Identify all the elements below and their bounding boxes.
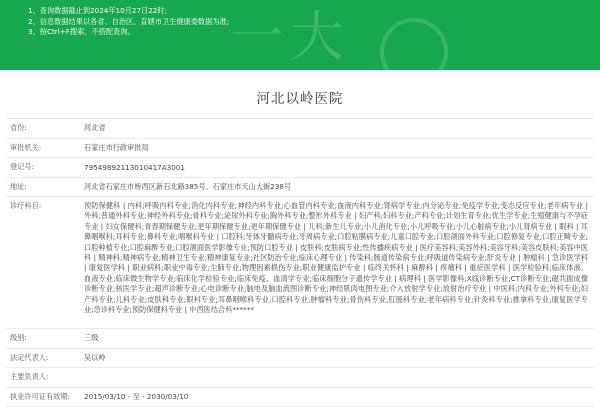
field-value: 79549892113010417A3001 xyxy=(84,163,594,172)
field-value: 河北省石家庄市桥西区新石北路385号、石家庄市天山大街238号 xyxy=(84,182,594,192)
field-value: 河北省 xyxy=(84,123,594,133)
field-value: 石家庄市行政审批局 xyxy=(84,143,594,153)
field-label: 地址: xyxy=(6,182,84,192)
page-header xyxy=(6,76,594,119)
page-title: 河北以岭医院 xyxy=(257,87,344,107)
field-label: 诊疗科目: xyxy=(6,201,84,211)
field-value: 2015/03/10 - 至 - 2030/03/10 xyxy=(84,392,594,402)
field-row-province xyxy=(6,119,594,139)
field-row-approval-authority xyxy=(6,139,594,159)
notice-line-3: 3、按Ctrl+F搜索、不搭配查询。 xyxy=(28,27,600,38)
field-label: 执业许可证有效期: xyxy=(6,392,84,402)
field-label: 级别: xyxy=(6,333,84,343)
field-value: 预防保健科 | 内科;呼吸内科专业;消化内科专业;神经内科专业;心血管内科专业;血液内科专业;肾病学专业;内分泌专业;免疫学专业;变态反应专业;老年病专业 | 外科;普通外科专业;神经外科专业;骨科专业;泌尿外科专业;胸外科专业;整形外科专业 | 妇产科;妇科专业;产科专业;计划生育专业;优生学专业;生殖健康与不孕症专业 | 妇女保健科;青春期保健专业;更年期保健专业;更年期保健专业 | 儿科;新生儿专业;小儿消化专业;小儿呼吸专业;小儿心脏病专业;小儿肾病专业 | 眼科 | 耳鼻咽喉科;耳科专业;鼻科专业;咽喉科专业 | 口腔科;牙体牙髓病专业;牙周病专业;口腔粘膜病专业;儿童口腔专业;口腔颌面外科专业;口腔修复专业;口腔正畸专业;口腔种植专业;口腔麻醉专业;口腔颌面医学影像专业;预防口腔专业 | 皮肤科;皮肤病专业;性传播疾病专业 | 医疗美容科;美容外科;美容牙科;美容皮肤科;美容中医科 | 精神科;精神病专业;精神卫生专业;精神康复专业;社区防治专业;临床心理专业 | 传染科;肠道传染病专业;呼吸道传染病专业;肝炎专业 | 肿瘤科 | 急诊医学科 | 康复医学科 | 职业病科;职业中毒专业;尘肺专业;物理因素损伤专业;职业健康监护专业 | 临终关怀科 | 麻醉科 | 疼痛科 | 重症医学科 | 医学检验科;临床体液、血液专业;临床微生物学专业;临床化学检验专业;临床免疫、血清学专业;临床细胞分子遗传学专业 | 病理科 | 医学影像科;X线诊断专业;CT诊断专业;磁共振成像诊断专业;核医学专业;超声诊断专业;心电诊断专业;脑电及脑血流图诊断专业;神经肌肉电图专业;介入放射学专业;放射治疗专业 | 中医科;内科专业;外科专业;妇产科专业;儿科专业;皮肤科专业;眼科专业;耳鼻咽喉科专业;口腔科专业;肿瘤科专业;骨伤科专业;肛肠科专业;老年病科专业;针灸科专业;推拿科专业;康复医学专业;急诊科专业;预防保健科专业 | 中西医结合科****** xyxy=(84,201,594,315)
field-label: 法定代表人: xyxy=(6,353,84,363)
field-row-registration-number xyxy=(6,158,594,178)
notice-banner xyxy=(0,0,600,70)
field-row-treatment-scope xyxy=(6,197,594,329)
notice-line-2: 2、信息数据结果以各省、自治区、直辖市卫生健康委数据为准; xyxy=(28,17,600,28)
field-label: 审批机关: xyxy=(6,143,84,153)
field-row-license-validity xyxy=(6,388,594,407)
field-label: 省份: xyxy=(6,123,84,133)
hospital-info-table xyxy=(6,119,594,407)
watermark-text: 一大 xyxy=(230,0,350,70)
field-row-level xyxy=(6,329,594,349)
field-row-principal xyxy=(6,368,594,388)
field-value: 吴以岭 xyxy=(84,353,594,363)
field-row-address xyxy=(6,178,594,198)
field-value: 三级 xyxy=(84,333,594,343)
notice-line-1: 1、查询数据截止到2024年10月27日22时; xyxy=(28,6,600,17)
field-row-legal-representative xyxy=(6,349,594,369)
field-label: 登记号: xyxy=(6,162,84,172)
field-label: 主要负责人: xyxy=(6,372,84,382)
